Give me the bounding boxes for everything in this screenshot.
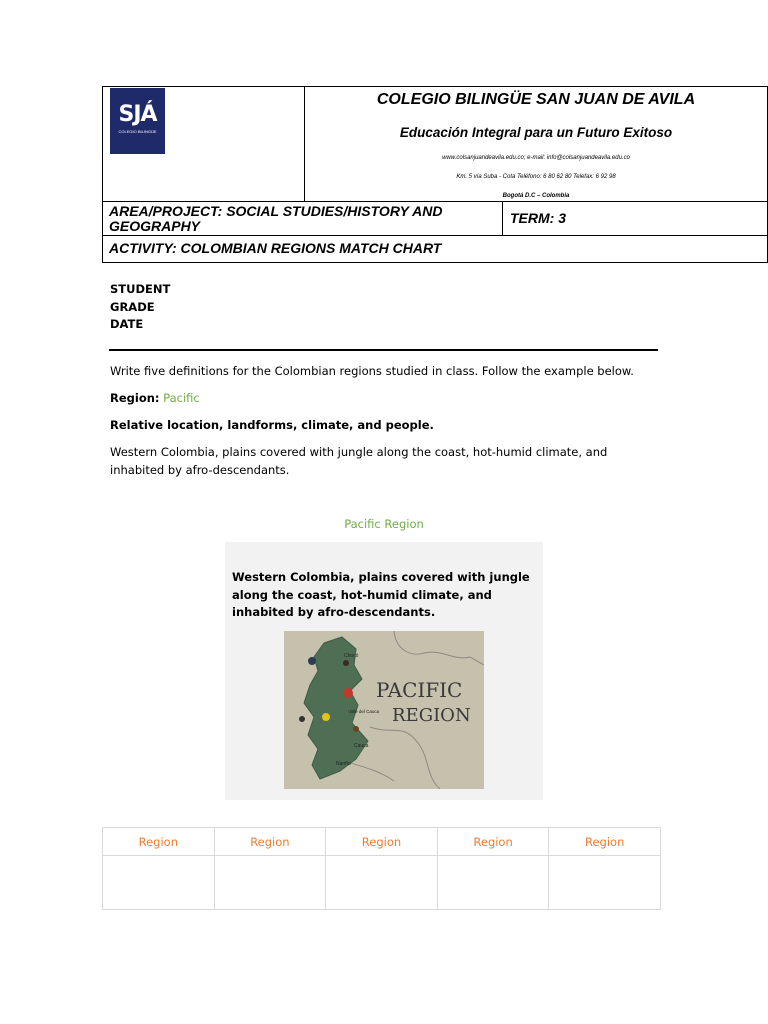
answer-cell[interactable]	[549, 856, 661, 910]
map-label-valle: Valle del Cauca	[348, 709, 380, 714]
bird-icon	[299, 716, 305, 722]
term: TERM: 3	[510, 210, 566, 226]
card-definition: Western Colombia, plains covered with jungle along the coast, hot-humid climate, and inhabited by afro-descendants.	[232, 570, 530, 619]
instructions: Write five definitions for the Colombian regions studied in class. Follow the example below.	[110, 364, 634, 378]
logo-letters: SJÁ	[118, 102, 157, 127]
table-header-row	[103, 828, 661, 856]
school-logo	[110, 88, 165, 154]
field-date: DATE	[110, 317, 144, 331]
example-definition: Western Colombia, plains covered with jungle along the coast, hot-humid climate, and inhabited by afro-descendants.	[110, 445, 608, 477]
fruit-icon	[343, 688, 353, 698]
divider-line	[109, 349, 658, 351]
table-header-cell: Region	[214, 828, 326, 856]
header-table	[102, 86, 768, 263]
logo-cell	[103, 87, 305, 201]
answer-cell[interactable]	[103, 856, 215, 910]
table-header-cell: Region	[103, 828, 215, 856]
area-project: AREA/PROJECT: SOCIAL STUDIES/HISTORY AND GEOGRAPHY	[103, 202, 503, 235]
answer-cell[interactable]	[214, 856, 326, 910]
pacific-region-card	[225, 542, 543, 800]
person-icon	[353, 726, 359, 732]
animal-icon	[343, 660, 349, 666]
header-row-school	[103, 87, 767, 202]
figure-caption: Pacific Region	[344, 517, 424, 531]
map-label-choco: Chocó	[344, 653, 359, 659]
field-student: STUDENT	[110, 282, 171, 296]
logo-subtext: COLEGIO BILINGÜE	[118, 129, 157, 134]
animal-icon	[308, 657, 316, 665]
table-answer-row	[103, 856, 661, 910]
activity-title: ACTIVITY: COLOMBIAN REGIONS MATCH CHART	[109, 240, 442, 256]
example-region	[110, 390, 670, 408]
field-grade: GRADE	[110, 299, 155, 314]
region-value: Pacific	[163, 391, 200, 405]
answer-cell[interactable]	[437, 856, 549, 910]
contact-address: Km. 5 vía Suba - Cota Teléfono: 6 80 62 80 Telefax: 6 92 98	[456, 174, 616, 180]
map-label-cauca: Cauca	[354, 743, 369, 749]
table-header-cell: Region	[549, 828, 661, 856]
frog-icon	[322, 713, 330, 721]
table-header-cell: Region	[326, 828, 438, 856]
school-info-cell	[305, 87, 767, 201]
map-label-narino: Nariño	[336, 761, 351, 767]
contact-web: www.colsanjuandeavila.edu.co; e-mail: info@colsanjuandeavila.edu.co	[442, 155, 630, 161]
school-motto: Educación Integral para un Futuro Exitoso	[399, 125, 673, 140]
map-title-line1: PACIFIC	[376, 678, 463, 702]
contact-city: Bogotá D.C – Colombia	[502, 193, 570, 199]
student-fields	[110, 281, 170, 334]
region-match-table	[102, 827, 661, 910]
region-label: Region:	[110, 391, 160, 405]
answer-cell[interactable]	[326, 856, 438, 910]
pacific-region-map	[284, 631, 484, 789]
table-header-cell: Region	[437, 828, 549, 856]
example-criteria: Relative location, landforms, climate, and people.	[110, 418, 434, 432]
school-name: COLEGIO BILINGÜE SAN JUAN DE AVILA	[376, 91, 696, 108]
map-title-line2: REGION	[392, 705, 471, 726]
header-row-area	[103, 202, 767, 236]
